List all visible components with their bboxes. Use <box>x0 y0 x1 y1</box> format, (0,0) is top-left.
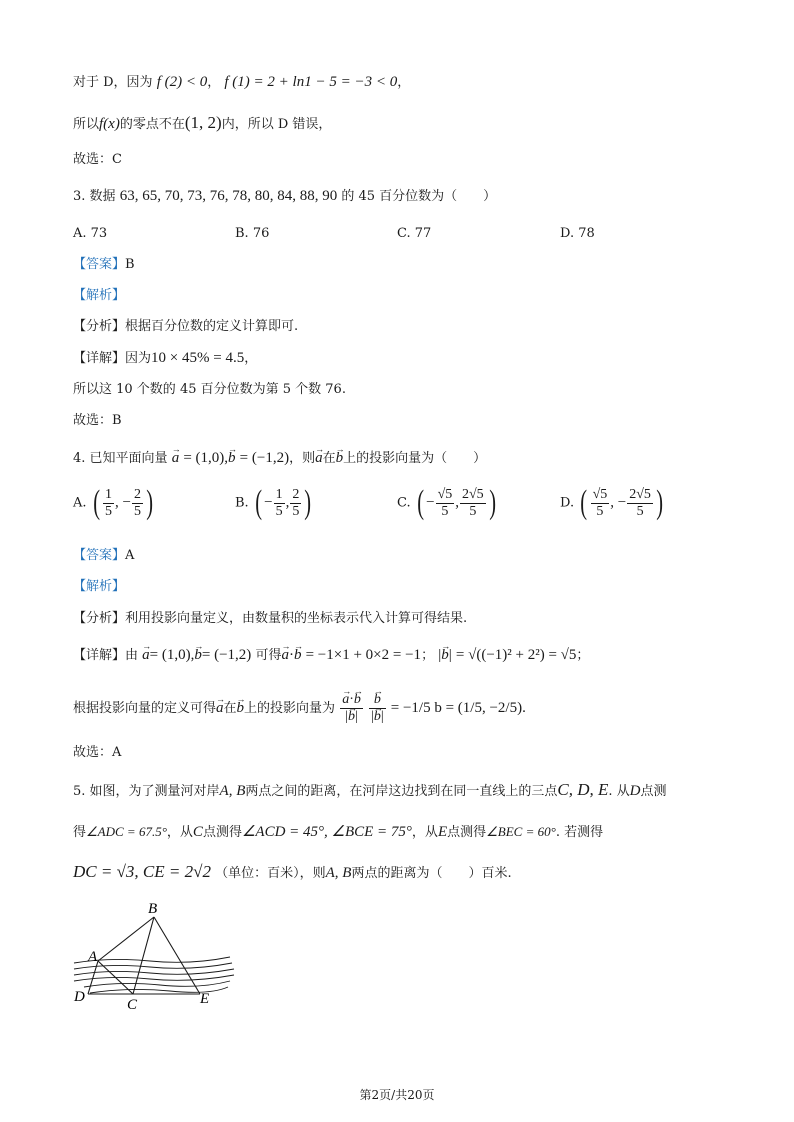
vector-b-symbol-10: → b <box>374 709 381 725</box>
q4-option-d-n2: 2√5 <box>629 486 651 502</box>
label-e: E <box>200 991 210 1007</box>
q5-line1-end: . 从 <box>608 784 630 799</box>
q4-option-c-sep: , <box>455 494 459 511</box>
q4-option-c-d2: 5 <box>469 503 477 519</box>
q4-option-a-sep: , − <box>115 494 131 511</box>
q4-option-d-n1: √5 <box>592 486 608 502</box>
q4-answer <box>73 546 134 566</box>
q5-line2-mid: ，从 <box>166 825 193 840</box>
river-triangle-figure <box>70 895 250 1015</box>
vector-b-symbol-4: → b <box>294 645 302 665</box>
zero-mid: 的零点不在 <box>119 117 185 132</box>
q3-analysis-tag: 【解析】 <box>73 288 126 303</box>
q4-option-a-d2: 5 <box>133 503 141 519</box>
q3-detail <box>73 348 257 369</box>
q5-line2-angles: ∠ACD = 45°, ∠BCE = 75° <box>241 824 412 840</box>
q4-detail-b: = (−1,2) <box>201 647 252 663</box>
q5-line1 <box>73 780 667 802</box>
vector-b-symbol: → b <box>228 448 236 468</box>
vector-a-symbol-6: → a <box>216 698 224 718</box>
q5-line1-mid: 两点之间的距离，在河岸这边找到在同一直线上的三点 <box>245 784 558 799</box>
q4-option-b-d2: 5 <box>292 503 300 519</box>
q4-detail-tag: 【详解】 <box>73 648 126 663</box>
q4-option-c-d1: 5 <box>441 503 449 519</box>
q4-fenxi <box>73 609 467 629</box>
q4-option-a-n1: 1 <box>105 486 112 502</box>
label-a: A <box>88 949 98 965</box>
q5-line3-mid: （单位：百米），则 <box>215 866 326 881</box>
q3-stem <box>73 186 496 207</box>
q4-proj-prefix: 根据投影向量的定义可得 <box>73 701 217 716</box>
q5-line2-adc: ∠ADC = 67.5° <box>86 824 167 839</box>
q4-option-b: B. ( − $\frac{1}{5}$ , $\frac{2}{5}$ ) <box>235 484 312 521</box>
vector-b-symbol-6: → b <box>237 698 245 718</box>
q4-option-d-label: D. <box>560 495 575 511</box>
q5-line2-mid4: 点测得 <box>447 825 487 840</box>
q5-line2-prefix: 得 <box>73 825 87 840</box>
q5-line1-tail: 点测 <box>640 784 667 799</box>
q4-detail-semi: ； <box>421 648 435 663</box>
vector-a-symbol-3: → a <box>142 645 150 665</box>
q3-answer-tag: 【答案】 <box>73 257 126 272</box>
segment-bc <box>133 917 154 994</box>
q3-conclusion: 所以这 10 个数的 45 百分位数为第 5 个数 76. <box>73 382 346 397</box>
q5-line2-end: . 若测得 <box>555 825 604 840</box>
q4-projection <box>73 692 526 725</box>
q5-line1-ab: A, B <box>219 783 246 799</box>
q5-line3-math: DC = √3, CE = 2√2 <box>73 862 211 881</box>
q4-option-d-sep: , − <box>610 494 627 511</box>
vector-b-symbol-7: → b <box>354 692 361 708</box>
q4-detail-dot: = −1×1 + 0×2 = −1 <box>305 647 422 663</box>
q4-stem-mid: ，则 <box>289 451 316 466</box>
q4-option-d: D. ( $\frac{√5}{5}$ , − $\frac{2√5}{5}$ ) <box>560 484 663 521</box>
q4-detail-norm: = √((−1)² + 2²) = √5 <box>455 647 577 663</box>
choose-c-line: 故选：C <box>73 152 122 167</box>
q5-line2-e: E <box>437 824 448 840</box>
q4-option-c-n2: 2√5 <box>462 486 484 502</box>
d-check-end: ， <box>397 75 411 90</box>
q3-fenxi-tag: 【分析】 <box>73 319 126 334</box>
d-check-prefix: 对于 D，因为 <box>73 75 153 90</box>
q5-line2-c: C <box>192 824 203 840</box>
zero-end: 内，所以 D 错误， <box>221 117 332 132</box>
vector-a-symbol: → a <box>172 448 180 468</box>
q5-line2-mid2: 点测得 <box>202 825 242 840</box>
zero-fx: f(x) <box>99 116 120 132</box>
segment-ab <box>98 917 154 961</box>
q3-option-a: A. 73 <box>73 226 108 241</box>
q4-option-b-label: B. <box>235 495 249 511</box>
q4-option-c: C. ( − $\frac{√5}{5}$ , $\frac{2√5}{5}$ ) <box>397 484 496 521</box>
q4-stem-suffix: 上的投影向量为（ ） <box>343 451 487 466</box>
vector-b-symbol-9: → b <box>374 692 381 708</box>
label-b: B <box>148 901 158 917</box>
q4-option-b-lead: − <box>264 494 273 511</box>
q4-stem-b-val: = (−1,2) <box>239 450 290 466</box>
vector-b-symbol-8: → b <box>348 709 355 725</box>
q3-stem-suffix: 的 45 百分位数为（ ） <box>341 189 497 204</box>
q5-line1-d: D <box>629 783 641 799</box>
vector-b-symbol-3: → b <box>194 645 202 665</box>
q4-choose: 故选：A <box>73 745 122 760</box>
q5-line2-mid3: ，从 <box>411 825 438 840</box>
q3-detail-math: 10 × 45% = 4.5 <box>151 350 245 366</box>
vector-a-symbol-7: → a <box>342 692 349 708</box>
q4-option-c-lead: − <box>426 494 435 511</box>
q5-line1-cde: C, D, E <box>557 780 609 799</box>
q4-fenxi-text: 利用投影向量定义，由数量积的坐标表示代入计算可得结果. <box>125 611 468 626</box>
q5-line3 <box>73 862 512 884</box>
vector-b-symbol-5: → b <box>441 645 449 665</box>
q4-answer-value: A <box>125 548 135 563</box>
q5-line2 <box>73 822 603 843</box>
q4-option-d-d1: 5 <box>596 503 604 519</box>
q4-option-a-n2: 2 <box>133 486 141 502</box>
page-footer: 第2页/共20页 <box>359 1088 435 1102</box>
q4-fenxi-tag: 【分析】 <box>73 611 126 626</box>
q4-option-a-d1: 5 <box>105 503 112 519</box>
segment-be <box>154 917 200 994</box>
q3-stem-prefix: 3. 数据 <box>73 189 116 204</box>
q4-detail-mid: 可得 <box>255 648 282 663</box>
q4-stem-on: 在 <box>322 451 336 466</box>
vector-a-symbol-2: → a <box>315 448 323 468</box>
label-d: D <box>74 989 85 1005</box>
vector-b-symbol-2: → b <box>336 448 344 468</box>
d-check-line <box>73 72 410 93</box>
q4-option-c-label: C. <box>397 495 411 511</box>
q4-stem <box>73 448 486 469</box>
q3-option-c: C. 77 <box>397 226 432 241</box>
river-line <box>74 969 234 975</box>
q3-detail-prefix: 因为 <box>125 351 152 366</box>
q3-fenxi <box>73 317 298 337</box>
q4-detail-vecs: = (1,0), <box>149 647 195 663</box>
q3-choose: 故选：B <box>73 413 122 428</box>
q3-data: 63, 65, 70, 73, 76, 78, 80, 84, 88, 90 <box>119 188 338 204</box>
q4-answer-tag: 【答案】 <box>73 548 126 563</box>
triangle-lines <box>88 917 200 994</box>
q5-line3-end: 两点的距离为（ ）百米. <box>351 866 512 881</box>
q4-option-b-n1: 1 <box>275 486 283 502</box>
q3-option-d: D. 78 <box>560 226 595 241</box>
q4-proj-mid: 上的投影向量为 <box>244 701 336 716</box>
q4-proj-frac1: → $\frac{a\cdot\to b}{|\to b|}$ <box>340 692 363 725</box>
zero-prefix: 所以 <box>73 117 100 132</box>
q5-line1-prefix: 5. 如图，为了测量河对岸 <box>73 784 220 799</box>
d-check-math1: f (2) < 0 <box>156 74 208 90</box>
segment-ad <box>88 961 98 994</box>
zero-interval: (1, 2) <box>184 113 222 132</box>
q4-stem-vectors: = (1,0), <box>183 450 229 466</box>
q3-answer <box>73 255 135 275</box>
q3-answer-value: B <box>125 257 135 272</box>
q4-option-b-d1: 5 <box>275 503 283 519</box>
q4-option-b-sep: , <box>285 494 290 511</box>
q4-option-c-n1: √5 <box>437 486 453 502</box>
q3-detail-end: ， <box>244 351 258 366</box>
d-check-sep: ， <box>207 75 221 90</box>
q3-fenxi-text: 根据百分位数的定义计算即可. <box>125 319 299 334</box>
q4-option-b-n2: 2 <box>292 486 300 502</box>
q4-option-d-d2: 5 <box>636 503 644 519</box>
q3-detail-tag: 【详解】 <box>73 351 126 366</box>
zero-line <box>73 113 331 135</box>
river-line <box>74 975 234 981</box>
q4-detail-end: ； <box>576 648 590 663</box>
label-c: C <box>127 997 138 1013</box>
q4-option-a-label: A. <box>73 495 87 511</box>
d-check-math2: f (1) = 2 + ln1 − 5 = −3 < 0 <box>224 74 398 90</box>
q4-detail-prefix: 由 <box>125 648 139 663</box>
q4-analysis-tag: 【解析】 <box>73 579 126 594</box>
q4-proj-frac2: → $\frac{b}{|\to b|}$ <box>369 692 386 725</box>
q4-proj-result: = −1/5 b = (1/5, −2/5). <box>390 700 526 716</box>
vector-a-symbol-4: → a <box>281 645 289 665</box>
q4-option-a: A. ( $\frac{1}{5}$ , − $\frac{2}{5}$ ) <box>73 484 154 521</box>
river-line <box>74 963 232 969</box>
q4-proj-on: 在 <box>223 701 237 716</box>
q3-option-b: B. 76 <box>235 226 270 241</box>
q5-line2-bec: ∠BEC = 60° <box>486 824 556 839</box>
q4-stem-prefix: 4. 已知平面向量 <box>73 451 168 466</box>
river-line <box>84 981 230 987</box>
q5-line3-ab: A, B <box>325 865 352 881</box>
q4-detail: 【详解】由 → a= (1,0),→ b= (−1,2) 可得→ a·→ b = −1×1 + 0×2 = −1； |→ b| = √((−1)² + 2²) = √5； <box>73 645 589 666</box>
